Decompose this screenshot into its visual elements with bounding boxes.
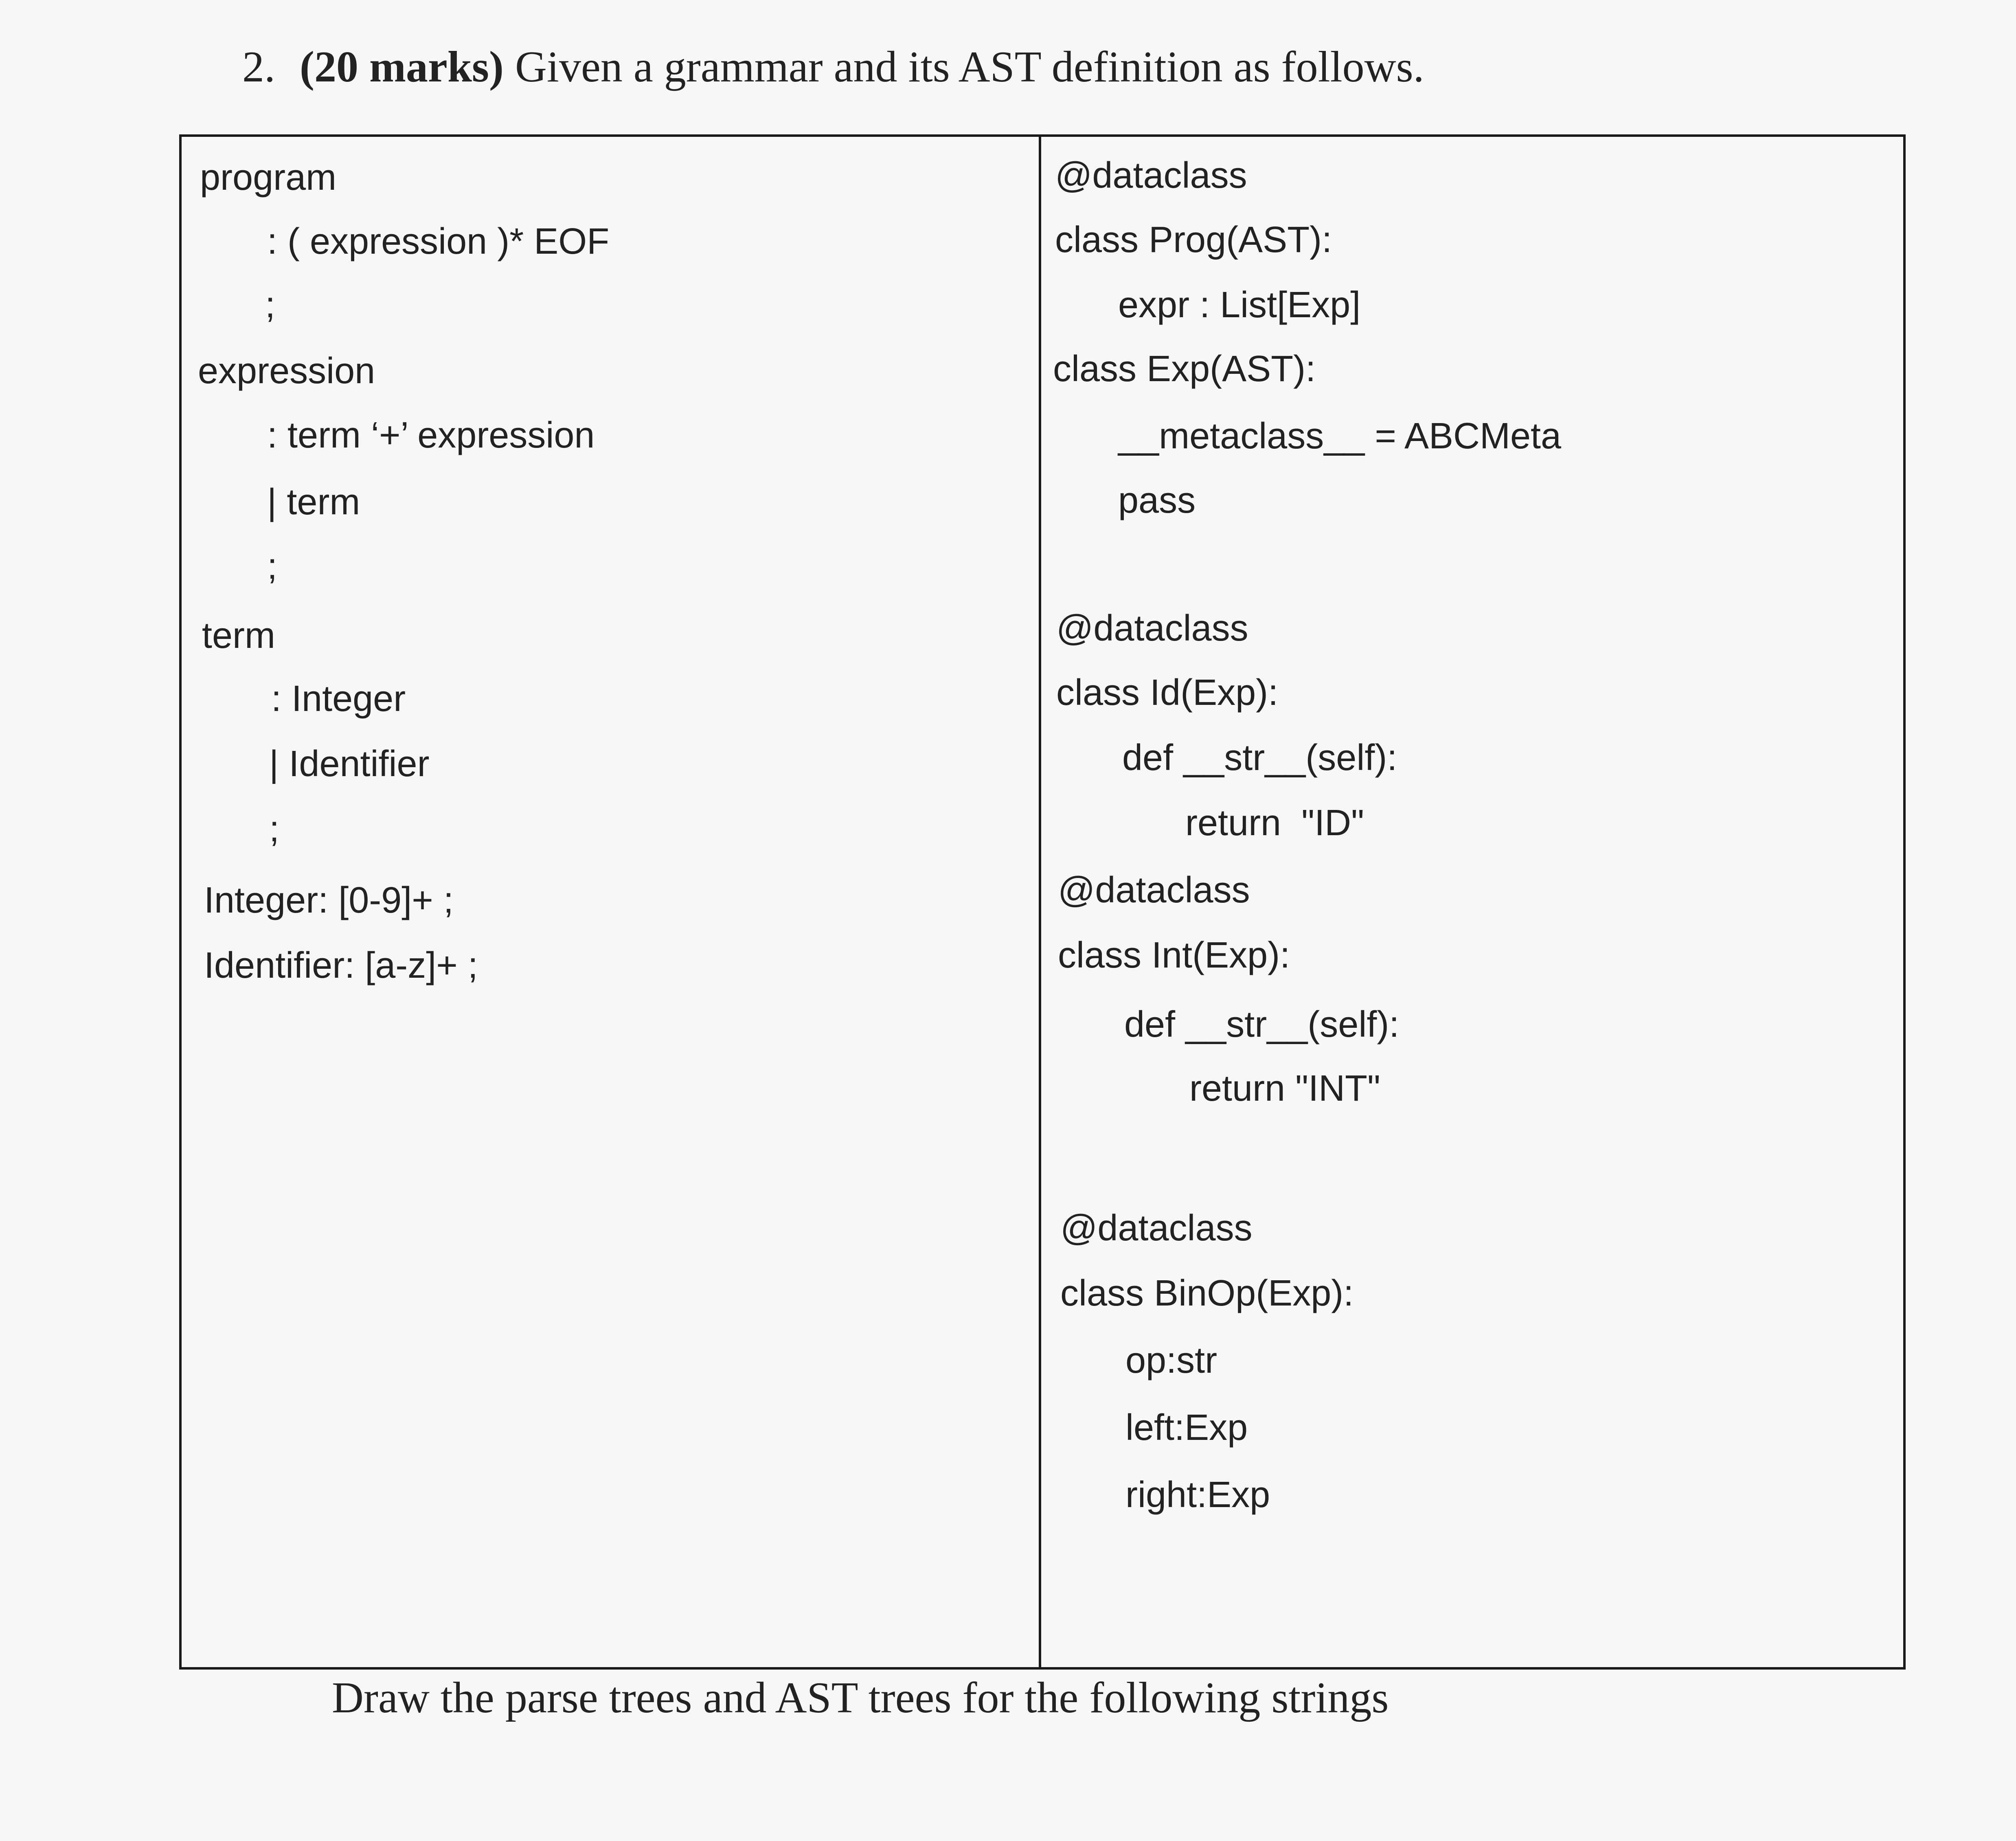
instruction-text: Draw the parse trees and AST trees for the following strings [332, 1674, 1389, 1722]
grammar-line: ; [265, 285, 276, 325]
question-heading [242, 41, 1424, 94]
grammar-line: | term [267, 482, 360, 522]
grammar-line: program [200, 157, 337, 198]
ast-line: @dataclass [1055, 155, 1247, 196]
grammar-line: | Identifier [269, 744, 430, 784]
ast-line: return "INT" [1189, 1068, 1380, 1109]
ast-line: class BinOp(Exp): [1060, 1273, 1354, 1314]
grammar-line: ; [267, 546, 278, 587]
ast-line: def __str__(self): [1124, 1004, 1400, 1045]
definition-table [179, 134, 1906, 1670]
ast-line: @dataclass [1060, 1208, 1253, 1249]
ast-line: class Prog(AST): [1055, 219, 1332, 260]
question-text: Given a grammar and its AST definition as follows. [515, 43, 1424, 91]
ast-line: @dataclass [1056, 608, 1248, 649]
ast-line: class Exp(AST): [1053, 349, 1316, 389]
grammar-line: : ( expression )* EOF [267, 221, 610, 262]
ast-line: class Id(Exp): [1056, 672, 1279, 713]
ast-line: return "ID" [1185, 803, 1364, 843]
grammar-line: ; [269, 809, 280, 849]
grammar-line: : Integer [271, 678, 406, 719]
ast-line: right:Exp [1125, 1475, 1270, 1515]
ast-line: class Int(Exp): [1058, 935, 1290, 976]
ast-line: left:Exp [1125, 1407, 1248, 1448]
grammar-line: Integer: [0-9]+ ; [204, 880, 454, 921]
grammar-line: expression [198, 351, 375, 391]
grammar-line: term [202, 615, 275, 656]
ast-line: expr : List[Exp] [1118, 285, 1361, 325]
ast-line: def __str__(self): [1122, 737, 1397, 778]
grammar-line: Identifier: [a-z]+ ; [204, 945, 478, 986]
question-marks: (20 marks) [300, 43, 504, 91]
question-number: 2. [242, 43, 275, 91]
ast-line: @dataclass [1058, 870, 1250, 911]
column-divider [1039, 137, 1041, 1667]
ast-line: pass [1118, 480, 1196, 521]
ast-line: __metaclass__ = ABCMeta [1118, 416, 1562, 456]
ast-line: op:str [1125, 1340, 1217, 1381]
grammar-line: : term ‘+’ expression [267, 415, 595, 456]
